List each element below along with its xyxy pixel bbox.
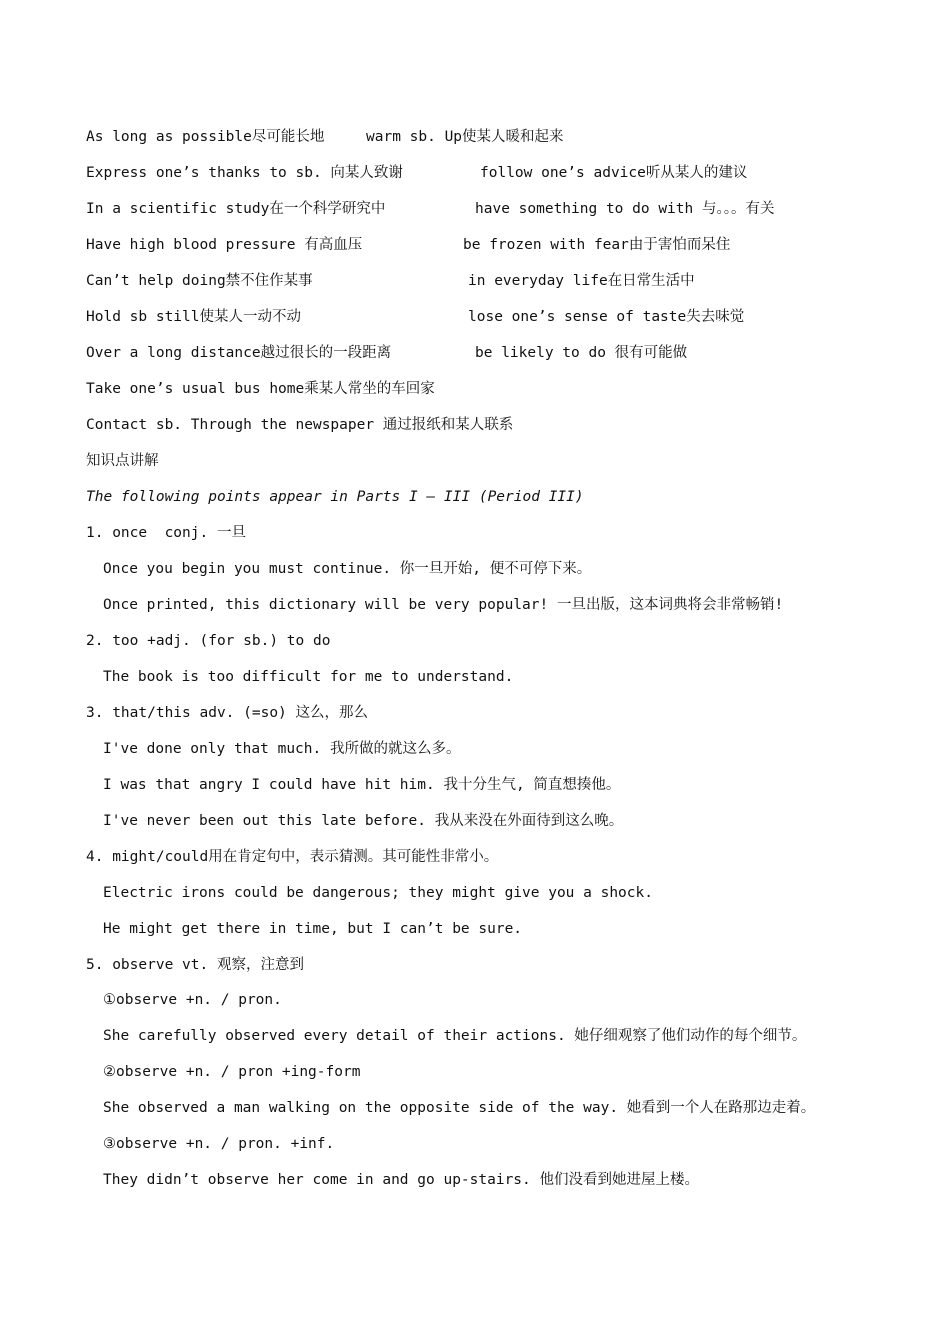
section-subtitle: The following points appear in Parts I – III (Period III) (86, 489, 584, 505)
phrase-right-6: lose one’s sense of taste失去味觉 (468, 309, 745, 325)
point-5-pattern-b: ②observe +n. / pron +ing-form (103, 1064, 361, 1080)
phrase-left-7: Over a long distance越过很长的一段距离 (86, 345, 392, 361)
phrase-left-1: As long as possible尽可能长地 (86, 129, 325, 145)
point-4-example-1: Electric irons could be dangerous; they might give you a shock. (103, 885, 653, 901)
point-4-heading: 4. might/could用在肯定句中，表示猜测。其可能性非常小。 (86, 849, 499, 865)
point-5-heading: 5. observe vt. 观察，注意到 (86, 957, 304, 973)
point-2-example-1: The book is too difficult for me to understand. (103, 669, 514, 685)
phrase-right-2: follow one’s advice听从某人的建议 (480, 165, 748, 181)
phrase-right-7: be likely to do 很有可能做 (475, 345, 688, 361)
point-5-pattern-c: ③observe +n. / pron. +inf. (103, 1136, 335, 1152)
phrase-left-9: Contact sb. Through the newspaper 通过报纸和某人联系 (86, 417, 514, 433)
phrase-right-4: be frozen with fear由于害怕而呆住 (463, 237, 731, 253)
point-5-pattern-a: ①observe +n. / pron. (103, 992, 282, 1008)
point-3-example-3: I've never been out this late before. 我从来没在外面待到这么晚。 (103, 813, 624, 829)
phrase-left-5: Can’t help doing禁不住作某事 (86, 273, 313, 289)
phrase-right-1: warm sb. Up使某人暖和起来 (366, 129, 564, 145)
point-5-pattern-c-example: They didn’t observe her come in and go up-stairs. 他们没看到她进屋上楼。 (103, 1172, 699, 1188)
point-1-example-2: Once printed, this dictionary will be very popular! 一旦出版，这本词典将会非常畅销! (103, 597, 784, 613)
phrase-left-8: Take one’s usual bus home乘某人常坐的车回家 (86, 381, 435, 397)
phrase-right-3: have something to do with 与。。。有关 (475, 201, 775, 217)
phrase-left-6: Hold sb still使某人一动不动 (86, 309, 301, 325)
point-1-example-1: Once you begin you must continue. 你一旦开始, 便不可停下来。 (103, 561, 592, 577)
point-5-pattern-b-example: She observed a man walking on the opposite side of the way. 她看到一个人在路那边走着。 (103, 1100, 816, 1116)
point-1-heading: 1. once conj. 一旦 (86, 525, 246, 541)
point-3-example-1: I've done only that much. 我所做的就这么多。 (103, 741, 461, 757)
phrase-left-4: Have high blood pressure 有高血压 (86, 237, 363, 253)
phrase-left-2: Express one’s thanks to sb. 向某人致谢 (86, 165, 403, 181)
section-title: 知识点讲解 (86, 453, 159, 469)
point-5-pattern-a-example: She carefully observed every detail of their actions. 她仔细观察了他们动作的每个细节。 (103, 1028, 807, 1044)
point-3-heading: 3. that/this adv. (=so) 这么，那么 (86, 705, 369, 721)
point-2-heading: 2. too +adj. (for sb.) to do (86, 633, 331, 649)
point-3-example-2: I was that angry I could have hit him. 我十分生气, 简直想揍他。 (103, 777, 621, 793)
phrase-right-5: in everyday life在日常生活中 (468, 273, 695, 289)
point-4-example-2: He might get there in time, but I can’t be sure. (103, 921, 523, 937)
phrase-left-3: In a scientific study在一个科学研究中 (86, 201, 386, 217)
